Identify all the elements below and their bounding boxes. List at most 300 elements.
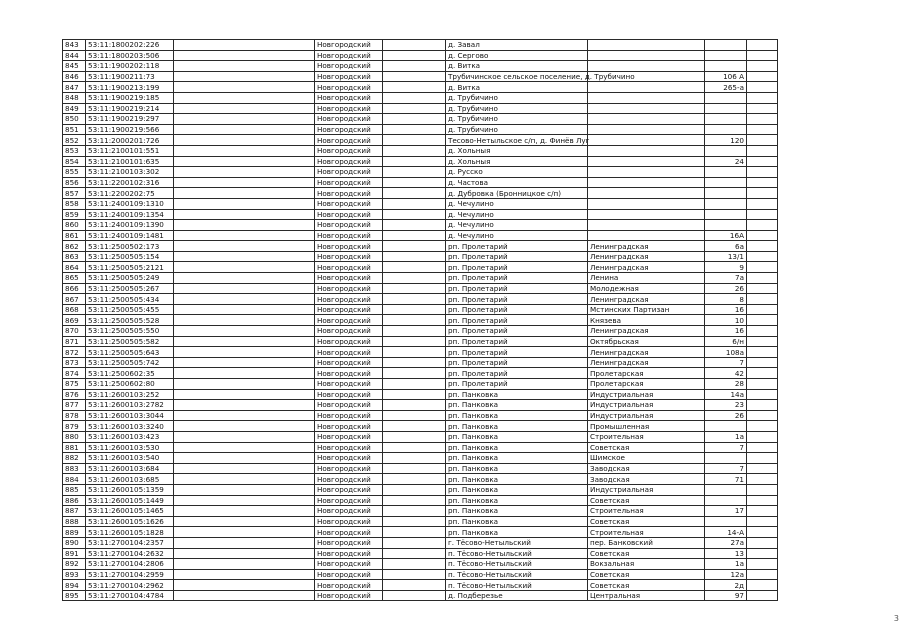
cadastral-number-cell: 53:11:1900202:118: [86, 61, 174, 72]
empty-cell: [383, 548, 446, 559]
locality-cell: рп. Пролетарий: [446, 326, 588, 337]
row-number-cell: 880: [63, 431, 86, 442]
table-row: [63, 347, 778, 358]
district-cell: Новгородский: [315, 135, 383, 146]
district-cell: Новгородский: [315, 347, 383, 358]
empty-cell: [747, 156, 778, 167]
district-cell: Новгородский: [315, 262, 383, 273]
empty-cell: [174, 209, 315, 220]
empty-cell: [383, 304, 446, 315]
empty-cell: [747, 431, 778, 442]
cadastral-number-cell: 53:11:2500505:643: [86, 347, 174, 358]
district-cell: Новгородский: [315, 590, 383, 601]
street-cell: Советская: [588, 442, 705, 453]
empty-cell: [383, 580, 446, 591]
empty-cell: [383, 283, 446, 294]
empty-cell: [747, 220, 778, 231]
street-cell: Советская: [588, 580, 705, 591]
table-row: [63, 326, 778, 337]
street-cell: Ленинградская: [588, 251, 705, 262]
table-row: [63, 82, 778, 93]
row-number-cell: 862: [63, 241, 86, 252]
empty-cell: [383, 92, 446, 103]
cadastral-number-cell: 53:11:1900219:214: [86, 103, 174, 114]
district-cell: Новгородский: [315, 379, 383, 390]
empty-cell: [747, 71, 778, 82]
empty-cell: [383, 167, 446, 178]
district-cell: Новгородский: [315, 283, 383, 294]
locality-cell: д. Дубровка (Бронницкое с/п): [446, 188, 588, 199]
house-number-cell: 7: [705, 463, 747, 474]
empty-cell: [383, 495, 446, 506]
empty-cell: [174, 474, 315, 485]
locality-cell: рп. Панковка: [446, 453, 588, 464]
district-cell: Новгородский: [315, 50, 383, 61]
street-cell: Центральная: [588, 590, 705, 601]
empty-cell: [383, 315, 446, 326]
empty-cell: [174, 50, 315, 61]
empty-cell: [383, 220, 446, 231]
row-number-cell: 888: [63, 516, 86, 527]
cadastral-number-cell: 53:11:2600105:1626: [86, 516, 174, 527]
empty-cell: [174, 357, 315, 368]
house-number-cell: 7: [705, 357, 747, 368]
empty-cell: [383, 400, 446, 411]
row-number-cell: 849: [63, 103, 86, 114]
cadastral-number-cell: 53:11:2500505:582: [86, 336, 174, 347]
empty-cell: [383, 442, 446, 453]
empty-cell: [747, 50, 778, 61]
empty-cell: [174, 82, 315, 93]
street-cell: [588, 230, 705, 241]
table-row: [63, 442, 778, 453]
district-cell: Новгородский: [315, 495, 383, 506]
row-number-cell: 854: [63, 156, 86, 167]
house-number-cell: 108а: [705, 347, 747, 358]
district-cell: Новгородский: [315, 559, 383, 570]
table-row: [63, 474, 778, 485]
empty-cell: [383, 273, 446, 284]
empty-cell: [174, 230, 315, 241]
locality-cell: д. Хольныя: [446, 156, 588, 167]
house-number-cell: [705, 50, 747, 61]
empty-cell: [747, 40, 778, 51]
house-number-cell: [705, 124, 747, 135]
street-cell: Промышленная: [588, 421, 705, 432]
table-row: [63, 198, 778, 209]
empty-cell: [747, 294, 778, 305]
empty-cell: [383, 251, 446, 262]
row-number-cell: 852: [63, 135, 86, 146]
row-number-cell: 867: [63, 294, 86, 305]
district-cell: Новгородский: [315, 103, 383, 114]
locality-cell: рп. Пролетарий: [446, 315, 588, 326]
district-cell: Новгородский: [315, 177, 383, 188]
empty-cell: [383, 135, 446, 146]
district-cell: Новгородский: [315, 400, 383, 411]
house-number-cell: 26: [705, 283, 747, 294]
empty-cell: [747, 400, 778, 411]
empty-cell: [174, 453, 315, 464]
cadastral-number-cell: 53:11:2500502:173: [86, 241, 174, 252]
empty-cell: [747, 135, 778, 146]
street-cell: [588, 82, 705, 93]
empty-cell: [174, 124, 315, 135]
street-cell: Мстинских Партизан: [588, 304, 705, 315]
district-cell: Новгородский: [315, 294, 383, 305]
empty-cell: [747, 357, 778, 368]
locality-cell: д. Подберезье: [446, 590, 588, 601]
empty-cell: [747, 177, 778, 188]
district-cell: Новгородский: [315, 474, 383, 485]
table-row: [63, 463, 778, 474]
street-cell: Индустриальная: [588, 400, 705, 411]
table-row: [63, 559, 778, 570]
cadastral-number-cell: 53:11:2600103:530: [86, 442, 174, 453]
empty-cell: [747, 198, 778, 209]
row-number-cell: 872: [63, 347, 86, 358]
empty-cell: [174, 273, 315, 284]
street-cell: Советская: [588, 548, 705, 559]
cadastral-number-cell: 53:11:2600103:3240: [86, 421, 174, 432]
row-number-cell: 877: [63, 400, 86, 411]
street-cell: Октябрьская: [588, 336, 705, 347]
locality-cell: рп. Пролетарий: [446, 304, 588, 315]
street-cell: [588, 92, 705, 103]
district-cell: Новгородский: [315, 124, 383, 135]
locality-cell: д. Чечулино: [446, 220, 588, 231]
table-row: [63, 50, 778, 61]
locality-cell: д. Частова: [446, 177, 588, 188]
empty-cell: [747, 379, 778, 390]
cadastral-number-cell: 53:11:2500505:550: [86, 326, 174, 337]
empty-cell: [174, 484, 315, 495]
table-row: [63, 230, 778, 241]
cadastral-number-cell: 53:11:2400109:1354: [86, 209, 174, 220]
empty-cell: [383, 198, 446, 209]
locality-cell: рп. Пролетарий: [446, 241, 588, 252]
house-number-cell: 71: [705, 474, 747, 485]
table-row: [63, 61, 778, 72]
district-cell: Новгородский: [315, 442, 383, 453]
empty-cell: [174, 40, 315, 51]
row-number-cell: 865: [63, 273, 86, 284]
locality-cell: п. Тёсово-Нетыльский: [446, 580, 588, 591]
locality-cell: рп. Пролетарий: [446, 294, 588, 305]
district-cell: Новгородский: [315, 389, 383, 400]
empty-cell: [383, 569, 446, 580]
empty-cell: [383, 506, 446, 517]
street-cell: Индустриальная: [588, 484, 705, 495]
empty-cell: [383, 590, 446, 601]
locality-cell: д. Хольныя: [446, 145, 588, 156]
row-number-cell: 876: [63, 389, 86, 400]
empty-cell: [747, 421, 778, 432]
empty-cell: [747, 315, 778, 326]
house-number-cell: 1а: [705, 559, 747, 570]
table-row: [63, 103, 778, 114]
street-cell: Ленинградская: [588, 294, 705, 305]
empty-cell: [174, 315, 315, 326]
house-number-cell: [705, 484, 747, 495]
street-cell: [588, 103, 705, 114]
empty-cell: [383, 209, 446, 220]
street-cell: [588, 198, 705, 209]
cadastral-number-cell: 53:11:1900211:73: [86, 71, 174, 82]
street-cell: [588, 135, 705, 146]
empty-cell: [383, 453, 446, 464]
empty-cell: [174, 347, 315, 358]
house-number-cell: [705, 145, 747, 156]
empty-cell: [747, 537, 778, 548]
empty-cell: [747, 262, 778, 273]
house-number-cell: [705, 188, 747, 199]
house-number-cell: 42: [705, 368, 747, 379]
table-row: [63, 379, 778, 390]
empty-cell: [174, 590, 315, 601]
empty-cell: [174, 463, 315, 474]
row-number-cell: 851: [63, 124, 86, 135]
empty-cell: [174, 580, 315, 591]
row-number-cell: 885: [63, 484, 86, 495]
empty-cell: [383, 82, 446, 93]
empty-cell: [383, 262, 446, 273]
row-number-cell: 894: [63, 580, 86, 591]
street-cell: [588, 124, 705, 135]
empty-cell: [747, 474, 778, 485]
row-number-cell: 847: [63, 82, 86, 93]
district-cell: Новгородский: [315, 241, 383, 252]
locality-cell: рп. Пролетарий: [446, 262, 588, 273]
cadastral-number-cell: 53:11:2700104:2806: [86, 559, 174, 570]
house-number-cell: [705, 92, 747, 103]
locality-cell: п. Тёсово-Нетыльский: [446, 559, 588, 570]
empty-cell: [383, 368, 446, 379]
empty-cell: [383, 61, 446, 72]
empty-cell: [383, 379, 446, 390]
street-cell: Ленинградская: [588, 262, 705, 273]
house-number-cell: [705, 114, 747, 125]
cadastral-number-cell: 53:11:2500505:528: [86, 315, 174, 326]
empty-cell: [174, 569, 315, 580]
empty-cell: [747, 516, 778, 527]
empty-cell: [747, 410, 778, 421]
cadastral-number-cell: 53:11:1900213:199: [86, 82, 174, 93]
cadastral-number-cell: 53:11:2600103:685: [86, 474, 174, 485]
district-cell: Новгородский: [315, 506, 383, 517]
empty-cell: [174, 114, 315, 125]
cadastral-number-cell: 53:11:2700104:2959: [86, 569, 174, 580]
row-number-cell: 875: [63, 379, 86, 390]
house-number-cell: [705, 453, 747, 464]
cadastral-number-cell: 53:11:2500505:249: [86, 273, 174, 284]
locality-cell: рп. Панковка: [446, 400, 588, 411]
row-number-cell: 881: [63, 442, 86, 453]
table-row: [63, 421, 778, 432]
locality-cell: рп. Пролетарий: [446, 347, 588, 358]
table-row: [63, 209, 778, 220]
row-number-cell: 886: [63, 495, 86, 506]
house-number-cell: 1а: [705, 431, 747, 442]
cadastral-number-cell: 53:11:2700104:2632: [86, 548, 174, 559]
cadastral-number-cell: 53:11:2700104:2357: [86, 537, 174, 548]
table-row: [63, 124, 778, 135]
empty-cell: [747, 273, 778, 284]
district-cell: Новгородский: [315, 336, 383, 347]
empty-cell: [174, 262, 315, 273]
empty-cell: [747, 569, 778, 580]
district-cell: Новгородский: [315, 548, 383, 559]
locality-cell: рп. Пролетарий: [446, 336, 588, 347]
locality-cell: д. Трубичино: [446, 124, 588, 135]
locality-cell: рп. Пролетарий: [446, 368, 588, 379]
empty-cell: [174, 389, 315, 400]
table-row: [63, 431, 778, 442]
table-row: [63, 177, 778, 188]
empty-cell: [747, 241, 778, 252]
locality-cell: рп. Панковка: [446, 410, 588, 421]
cadastral-number-cell: 53:11:2500505:267: [86, 283, 174, 294]
empty-cell: [747, 506, 778, 517]
row-number-cell: 846: [63, 71, 86, 82]
street-cell: Строительная: [588, 431, 705, 442]
empty-cell: [383, 559, 446, 570]
street-cell: Ленинградская: [588, 357, 705, 368]
house-number-cell: 16: [705, 304, 747, 315]
row-number-cell: 892: [63, 559, 86, 570]
empty-cell: [747, 251, 778, 262]
house-number-cell: 6а: [705, 241, 747, 252]
district-cell: Новгородский: [315, 580, 383, 591]
empty-cell: [747, 389, 778, 400]
cadastral-number-cell: 53:11:2500505:455: [86, 304, 174, 315]
street-cell: Заводская: [588, 463, 705, 474]
locality-cell: рп. Панковка: [446, 495, 588, 506]
locality-cell: д. Трубичино: [446, 92, 588, 103]
table-row: [63, 241, 778, 252]
empty-cell: [174, 135, 315, 146]
house-number-cell: 14а: [705, 389, 747, 400]
empty-cell: [747, 336, 778, 347]
district-cell: Новгородский: [315, 198, 383, 209]
locality-cell: д. Чечулино: [446, 230, 588, 241]
empty-cell: [174, 220, 315, 231]
empty-cell: [747, 347, 778, 358]
street-cell: [588, 156, 705, 167]
row-number-cell: 848: [63, 92, 86, 103]
district-cell: Новгородский: [315, 569, 383, 580]
cadastral-number-cell: 53:11:2200102:316: [86, 177, 174, 188]
table-row: [63, 251, 778, 262]
district-cell: Новгородский: [315, 304, 383, 315]
street-cell: Молодежная: [588, 283, 705, 294]
district-cell: Новгородский: [315, 527, 383, 538]
empty-cell: [383, 71, 446, 82]
empty-cell: [383, 357, 446, 368]
street-cell: Ленинградская: [588, 241, 705, 252]
district-cell: Новгородский: [315, 230, 383, 241]
empty-cell: [174, 506, 315, 517]
cadastral-number-cell: 53:11:1800202:226: [86, 40, 174, 51]
row-number-cell: 853: [63, 145, 86, 156]
district-cell: Новгородский: [315, 326, 383, 337]
street-cell: Индустриальная: [588, 389, 705, 400]
empty-cell: [174, 559, 315, 570]
page-number: 3: [893, 614, 899, 623]
locality-cell: Трубичинское сельское поселение, д. Трубичино: [446, 71, 588, 82]
house-number-cell: 16А: [705, 230, 747, 241]
district-cell: Новгородский: [315, 273, 383, 284]
locality-cell: рп. Пролетарий: [446, 251, 588, 262]
table-row: [63, 135, 778, 146]
row-number-cell: 843: [63, 40, 86, 51]
street-cell: Индустриальная: [588, 410, 705, 421]
locality-cell: рп. Панковка: [446, 421, 588, 432]
empty-cell: [383, 326, 446, 337]
cadastral-number-cell: 53:11:2600105:1359: [86, 484, 174, 495]
empty-cell: [747, 527, 778, 538]
street-cell: [588, 209, 705, 220]
row-number-cell: 895: [63, 590, 86, 601]
empty-cell: [383, 516, 446, 527]
district-cell: Новгородский: [315, 220, 383, 231]
table-row: [63, 495, 778, 506]
cadastral-number-cell: 53:11:2700104:4784: [86, 590, 174, 601]
empty-cell: [174, 537, 315, 548]
row-number-cell: 890: [63, 537, 86, 548]
cadastral-number-cell: 53:11:2100101:551: [86, 145, 174, 156]
table-row: [63, 537, 778, 548]
locality-cell: рп. Панковка: [446, 463, 588, 474]
locality-cell: рп. Пролетарий: [446, 379, 588, 390]
empty-cell: [174, 548, 315, 559]
table-row: [63, 315, 778, 326]
empty-cell: [174, 283, 315, 294]
row-number-cell: 891: [63, 548, 86, 559]
empty-cell: [747, 548, 778, 559]
row-number-cell: 861: [63, 230, 86, 241]
house-number-cell: 7: [705, 442, 747, 453]
district-cell: Новгородский: [315, 114, 383, 125]
row-number-cell: 889: [63, 527, 86, 538]
district-cell: Новгородский: [315, 71, 383, 82]
empty-cell: [747, 326, 778, 337]
street-cell: Строительная: [588, 506, 705, 517]
table-row: [63, 188, 778, 199]
district-cell: Новгородский: [315, 368, 383, 379]
table-row: [63, 389, 778, 400]
empty-cell: [383, 156, 446, 167]
district-cell: Новгородский: [315, 251, 383, 262]
table-row: [63, 71, 778, 82]
row-number-cell: 882: [63, 453, 86, 464]
empty-cell: [747, 453, 778, 464]
house-number-cell: [705, 516, 747, 527]
empty-cell: [747, 580, 778, 591]
cadastral-number-cell: 53:11:2500505:434: [86, 294, 174, 305]
table-row: [63, 283, 778, 294]
cadastral-number-cell: 53:11:2500505:2121: [86, 262, 174, 273]
empty-cell: [383, 421, 446, 432]
house-number-cell: [705, 198, 747, 209]
locality-cell: п. Тёсово-Нетыльский: [446, 569, 588, 580]
empty-cell: [383, 336, 446, 347]
table-row: [63, 453, 778, 464]
empty-cell: [174, 304, 315, 315]
locality-cell: Тесово-Нетыльское с/п, д. Финёв Луг: [446, 135, 588, 146]
locality-cell: рп. Панковка: [446, 484, 588, 495]
row-number-cell: 879: [63, 421, 86, 432]
